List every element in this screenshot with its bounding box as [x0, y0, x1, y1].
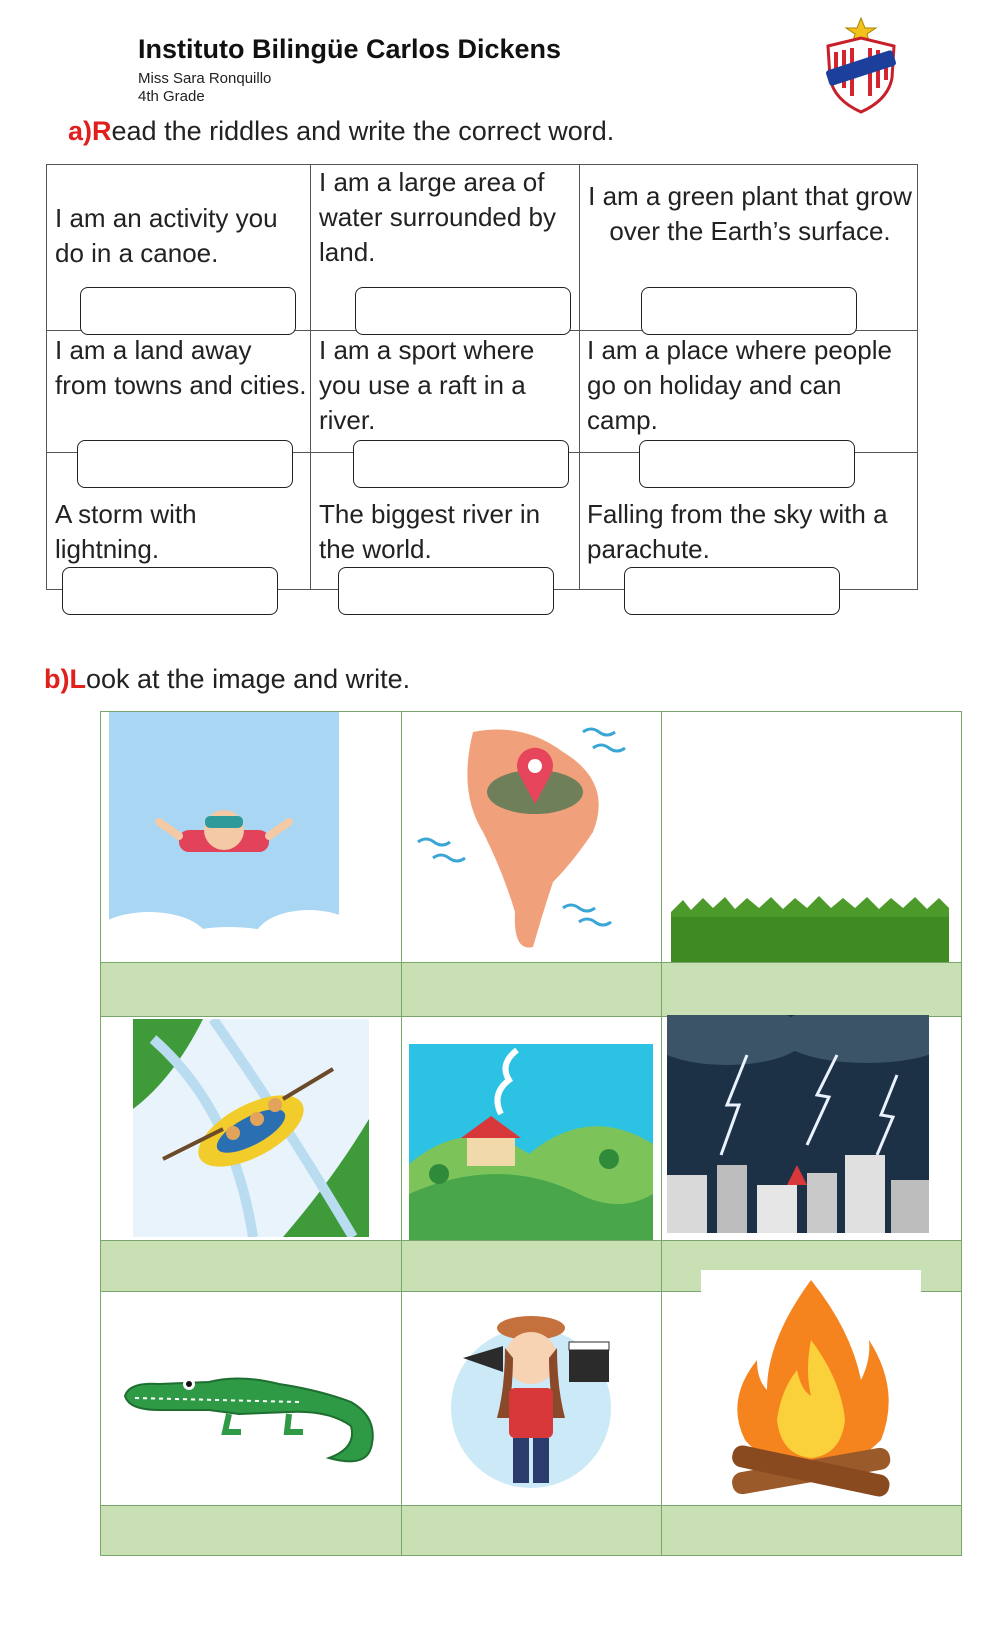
teacher-name: Miss Sara Ronquillo: [138, 70, 272, 87]
grade-label: 4th Grade: [138, 88, 205, 105]
school-logo-icon: [822, 16, 900, 116]
section-a-title: [68, 116, 614, 147]
section-b-first-letter: L: [69, 664, 86, 694]
section-b-title: [44, 664, 410, 695]
answer-strip[interactable]: [101, 1505, 961, 1555]
answer-box[interactable]: [355, 287, 571, 335]
answer-box[interactable]: [77, 440, 293, 488]
riddle-text: I am a green plant that grow over the Earth’s surface.: [588, 181, 912, 246]
riddle-text: I am an activity you do in a canoe.: [55, 203, 278, 268]
answer-box[interactable]: [639, 440, 855, 488]
school-name: Instituto Bilingüe Carlos Dickens: [138, 34, 562, 64]
explorer-girl-icon: [413, 1298, 649, 1503]
answer-box[interactable]: [62, 567, 278, 615]
section-a-label: a): [68, 116, 93, 146]
answer-strip[interactable]: [101, 962, 961, 1016]
section-b-label: b): [44, 664, 70, 694]
section-a-first-letter: R: [92, 116, 112, 146]
riddle-text: I am a place where people go on holiday and can camp.: [587, 335, 892, 435]
answer-box[interactable]: [338, 567, 554, 615]
south-america-map-icon: [403, 712, 659, 962]
thunderstorm-icon: [667, 1015, 929, 1233]
answer-box[interactable]: [641, 287, 857, 335]
answer-box[interactable]: [353, 440, 569, 488]
riddle-text: The biggest river in the world.: [319, 499, 541, 564]
image-grid: [100, 711, 962, 1556]
campfire-icon: [701, 1270, 921, 1502]
riddle-text: A storm with lightning.: [55, 499, 197, 564]
rafting-icon: [133, 1019, 369, 1237]
riddle-text: I am a large area of water surrounded by land.: [319, 167, 557, 267]
skydiver-icon: [109, 712, 339, 962]
riddle-text: I am a sport where you use a raft in a river.: [319, 335, 535, 435]
answer-box[interactable]: [624, 567, 840, 615]
crocodile-icon: [119, 1298, 381, 1498]
riddle-text: I am a land away from towns and cities.: [55, 335, 307, 400]
answer-box[interactable]: [80, 287, 296, 335]
riddle-text: Falling from the sky with a parachute.: [587, 499, 888, 564]
section-a-instruction: ead the riddles and write the correct word.: [111, 116, 615, 146]
section-b-instruction: ook at the image and write.: [85, 664, 411, 694]
riddle-table: [46, 164, 918, 590]
grass-icon: [663, 712, 959, 962]
countryside-icon: [409, 1044, 653, 1240]
